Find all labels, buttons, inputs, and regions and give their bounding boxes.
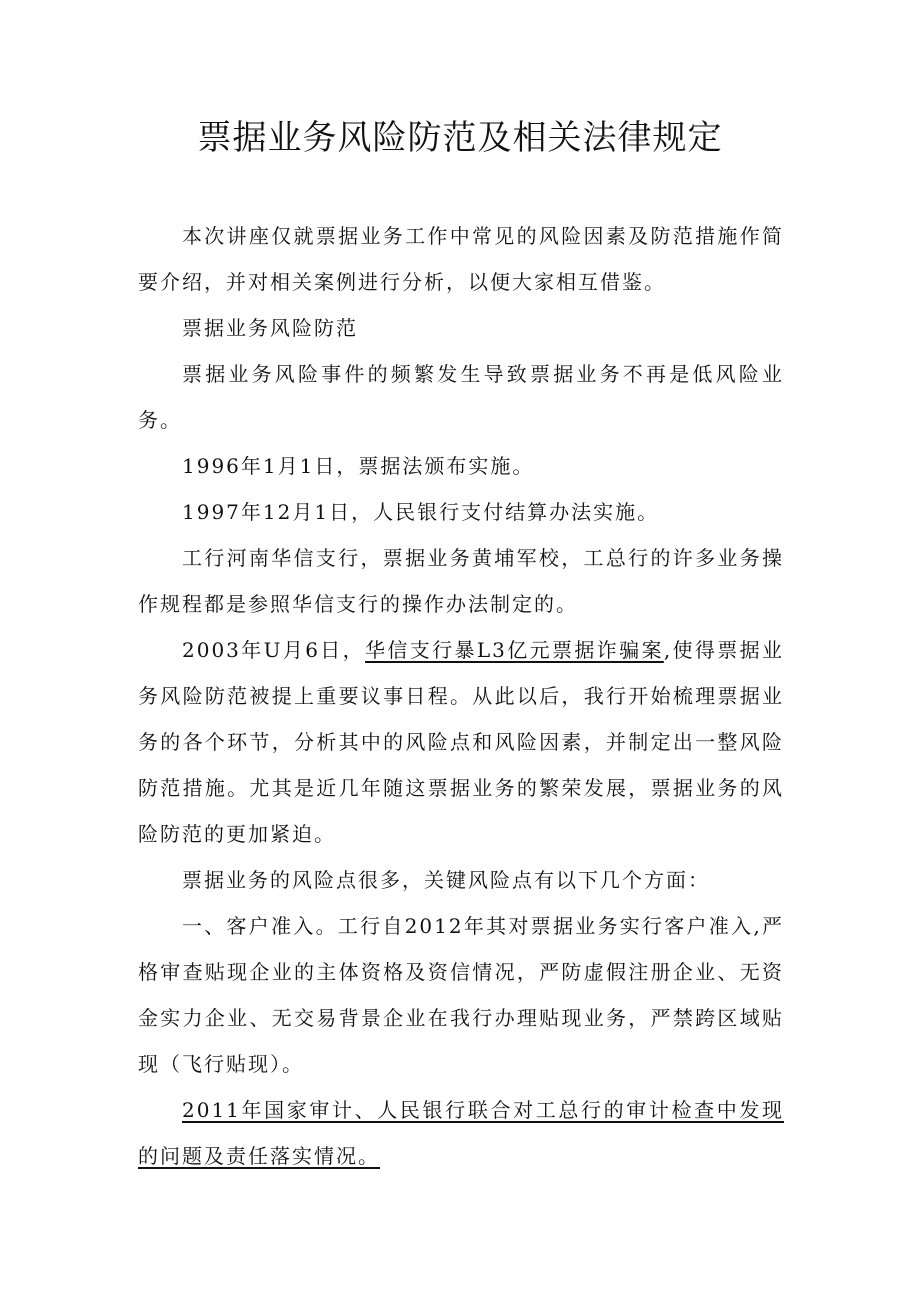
document-title: 票据业务风险防范及相关法律规定: [197, 118, 723, 158]
paragraph-1997: 1997年12月1日，人民银行支付结算办法实施。: [182, 500, 660, 524]
paragraph-risk-points: 票据业务的风险点很多，关键风险点有以下几个方面：: [182, 868, 710, 892]
fraud-case-link[interactable]: 华信支行暴L3亿元票据诈骗案: [365, 638, 664, 662]
paragraph-section-heading: 票据业务风险防范: [182, 316, 358, 340]
paragraph-2003-lead: 2003年U月6日，: [182, 638, 366, 662]
paragraph-2003: [138, 627, 784, 857]
paragraph-1996: 1996年1月1日，票据法颁布实施。: [182, 454, 535, 478]
audit-findings-link[interactable]: 2011年国家审计、人民银行联合对工总行的审计检查中发现的问题及责任落实情况。: [138, 1098, 784, 1168]
paragraph-risk-events: 票据业务风险事件的频繁发生导致票据业务不再是低风险业务。: [138, 362, 784, 432]
paragraph-intro: 本次讲座仅就票据业务工作中常见的风险因素及防范措施作简要介绍，并对相关案例进行分析，以便大家相互借鉴。: [138, 224, 784, 294]
paragraph-2003-rest: ,使得票据业务风险防范被提上重要议事日程。从此以后，我行开始梳理票据业务的各个环节，分析其中的风险点和风险因素，并制定出一整风险防范措施。尤其是近几年随这票据业务的繁荣发展，票据业务的风险防范的更加紧迫。: [138, 638, 784, 846]
document-body: [138, 213, 784, 1179]
paragraph-customer-access: 一、客户准入。工行自2012年其对票据业务实行客户准入,严格审查贴现企业的主体资格及资信情况，严防虚假注册企业、无资金实力企业、无交易背景企业在我行办理贴现业务，严禁跨区域贴现（飞行贴现）。: [138, 914, 784, 1076]
paragraph-huaxin: 工行河南华信支行，票据业务黄埔军校，工总行的许多业务操作规程都是参照华信支行的操作办法制定的。: [138, 546, 784, 616]
